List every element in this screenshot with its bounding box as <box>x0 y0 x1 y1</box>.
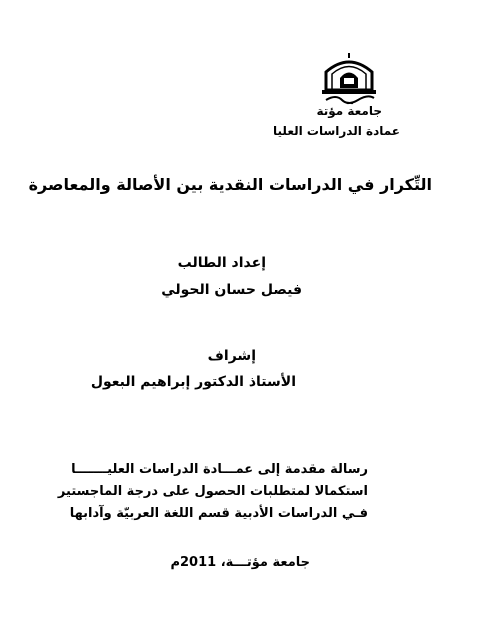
university-logo <box>318 50 380 106</box>
thesis-title: التِّكرار في الدراسات النقدية بين الأصالة والمعاصرة <box>28 175 432 194</box>
supervision-label: إشراف <box>207 348 256 364</box>
place-and-date: جامعة مؤتـــة، 2011م <box>170 555 310 570</box>
preparation-label: إعداد الطالب <box>177 255 266 271</box>
university-name: جامعة مؤتة <box>316 104 382 118</box>
description-line-3: فـي الدراسات الأدبية قسم اللغة العربيّة وآدابها <box>69 506 368 521</box>
deanship-name: عمادة الدراسات العليا <box>273 124 400 138</box>
description-line-2: استكمالا لمتطلبات الحصول على درجة الماجستير <box>57 484 368 499</box>
supervisor-name: الأستاذ الدكتور إبراهيم البعول <box>90 374 296 390</box>
description-line-1: رسالة مقدمة إلى عمـــادة الدراسات العليـــــــا <box>71 462 368 477</box>
student-name: فيصل حسان الحولي <box>161 282 302 298</box>
